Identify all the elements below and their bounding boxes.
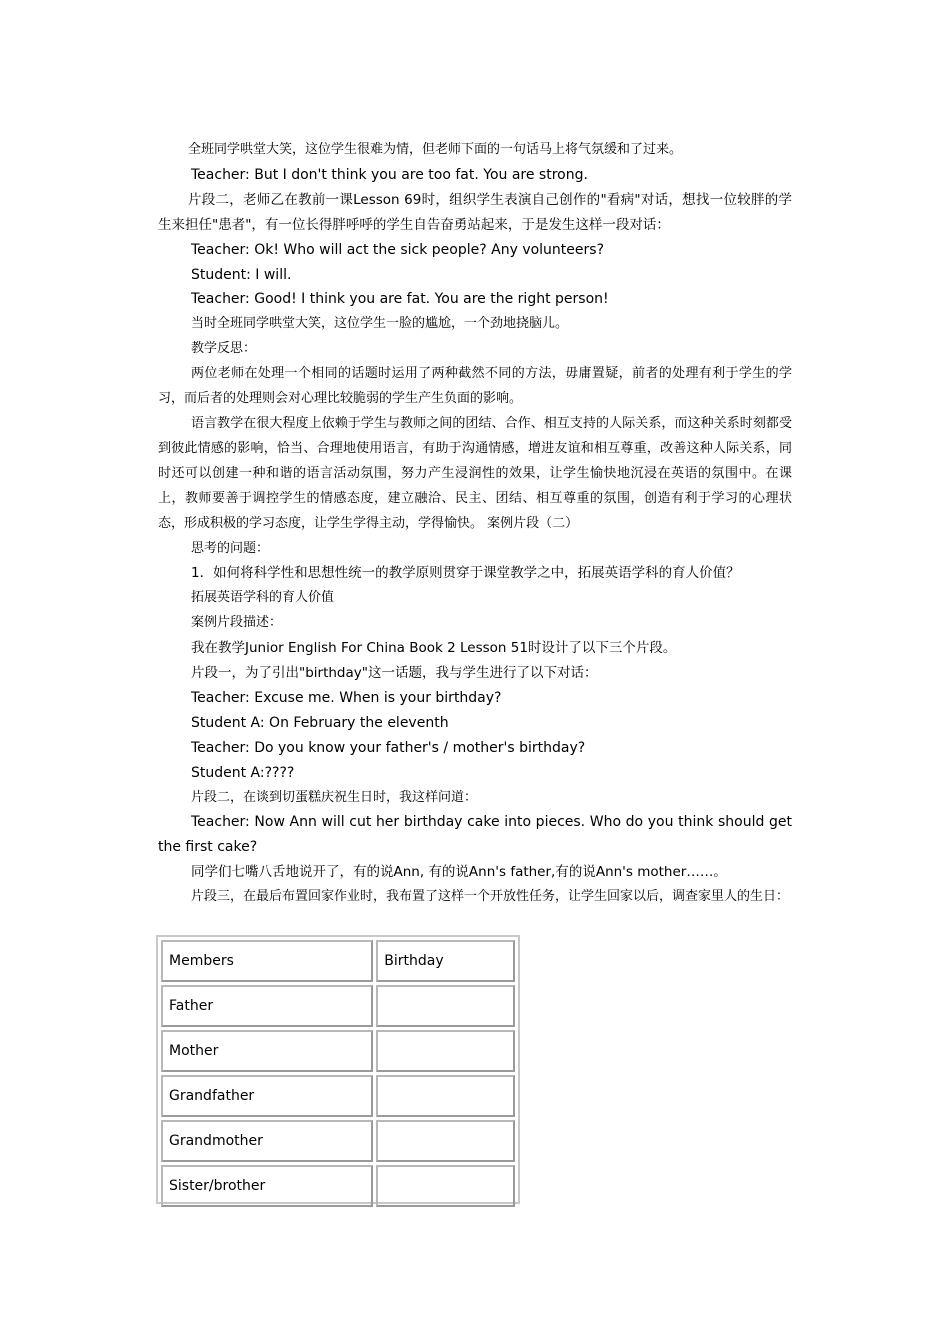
table-cell: Father [161, 985, 373, 1027]
table-cell [376, 1120, 515, 1162]
paragraph: 两位老师在处理一个相同的话题时运用了两种截然不同的方法，毋庸置疑，前者的处理有利于学生的学习，而后者的处理则会对心理比较脆弱的学生产生负面的影响。 [158, 366, 792, 407]
paragraph: 全班同学哄堂大笑，这位学生很难为情，但老师下面的一句话马上将气氛缓和了过来。 [188, 142, 683, 157]
paragraph: 教学反思： [191, 341, 257, 357]
table-row [161, 1120, 515, 1162]
paragraph: 同学们七嘴八舌地说开了，有的说Ann, 有的说Ann's father,有的说Ann's mother……。 [191, 864, 727, 881]
table-header-cell: Birthday [376, 940, 515, 982]
paragraph: 片段二，老师乙在教前一课Lesson 69时，组织学生表演自己创作的"看病"对话，想找一位较胖的学生来担任"患者"，有一位长得胖呼呼的学生自告奋勇站起来，于是发生这样一段对话： [158, 191, 792, 233]
paragraph: Teacher: Ok! Who will act the sick people? Any volunteers? [191, 241, 604, 258]
table-row [161, 1165, 515, 1207]
table-row [161, 1075, 515, 1117]
paragraph: 当时全班同学哄堂大笑，这位学生一脸的尴尬，一个劲地挠脑儿。 [191, 316, 569, 332]
birthday-survey-table [156, 935, 520, 1204]
table-cell: Grandmother [161, 1120, 373, 1162]
table-cell: Sister/brother [161, 1165, 373, 1207]
paragraph: Teacher: Do you know your father's / mother's birthday? [191, 739, 586, 756]
paragraph: 片段二，在谈到切蛋糕庆祝生日时，我这样问道： [191, 789, 478, 805]
table-cell [376, 1165, 515, 1207]
members-table [158, 937, 518, 1210]
table-row [161, 1030, 515, 1072]
table-cell: Grandfather [161, 1075, 373, 1117]
paragraph: Student: I will. [191, 266, 292, 283]
paragraph: Student A: On February the eleventh [191, 714, 449, 731]
paragraph: 片段三，在最后布置回家作业时，我布置了这样一个开放性任务，让学生回家以后，调查家里人的生日： [191, 889, 790, 905]
paragraph: 语言教学在很大程度上依赖于学生与教师之间的团结、合作、相互支持的人际关系，而这种关系时刻都受到彼此情感的影响，恰当、合理地使用语言，有助于沟通情感，增进友谊和相互尊重，改善这种人际关系，同时还可以创建一种和谐的语言活动氛围，努力产生浸润性的效果，让学生愉快地沉浸在英语的氛围中。在课上，教师要善于调控学生的情感态度，建立融洽、民主、团结、相互尊重的氛围，创造有利于学习的心理状态，形成积极的学习态度，让学生学得主动，学得愉快。 案例片段（二） [158, 415, 792, 531]
document-body [158, 138, 792, 910]
paragraph: 拓展英语学科的育人价值 [191, 590, 335, 606]
table-cell: Mother [161, 1030, 373, 1072]
paragraph: Teacher: Good! I think you are fat. You are the right person! [191, 291, 609, 308]
table-header-row [161, 940, 515, 982]
paragraph: 我在教学Junior English For China Book 2 Lesson 51时设计了以下三个片段。 [191, 640, 677, 657]
table-cell [376, 1030, 515, 1072]
table-row [161, 985, 515, 1027]
paragraph: 思考的问题： [191, 540, 270, 556]
paragraph: 片段一，为了引出"birthday"这一话题，我与学生进行了以下对话： [191, 665, 598, 682]
paragraph: Student A:???? [191, 764, 295, 781]
paragraph: 案例片段描述： [191, 615, 283, 631]
table-header-cell: Members [161, 940, 373, 982]
paragraph: Teacher: Excuse me. When is your birthday? [191, 689, 502, 706]
paragraph: 1．如何将科学性和思想性统一的教学原则贯穿于课堂教学之中，拓展英语学科的育人价值？ [191, 565, 740, 582]
paragraph: Teacher: But I don't think you are too fat. You are strong. [191, 166, 588, 183]
table-cell [376, 1075, 515, 1117]
paragraph: Teacher: Now Ann will cut her birthday cake into pieces. Who do you think should get the first cake? [158, 814, 792, 856]
table-cell [376, 985, 515, 1027]
